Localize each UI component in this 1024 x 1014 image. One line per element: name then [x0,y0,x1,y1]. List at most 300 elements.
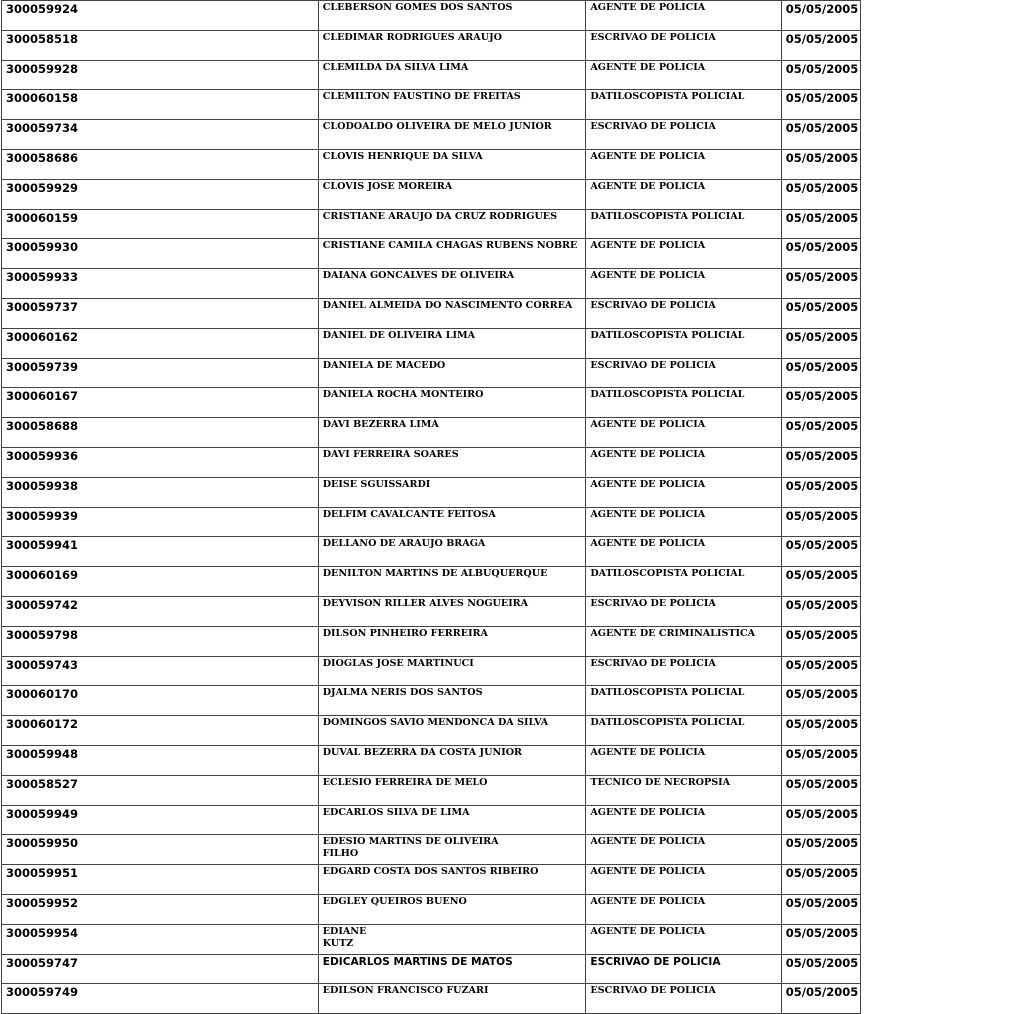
name-cell [318,507,586,537]
role-text: ESCRIVAO DE POLICIA [590,359,716,371]
date-cell [781,596,860,626]
role-text: AGENTE DE POLICIA [590,270,706,282]
name-text: DANIEL DE OLIVEIRA LIMA [322,329,476,341]
registration-id-text: 300060172 [6,717,79,732]
name-text: CLEMILTON FAUSTINO DE FREITAS [322,91,521,103]
role-text: ESCRIVAO DE POLICIA [590,955,721,968]
role-cell [586,954,781,984]
registration-id-text: 300059749 [6,985,79,1000]
registration-id-text: 300059928 [6,61,79,76]
date-text: 05/05/2005 [785,717,859,732]
name-cell [318,656,586,686]
registration-id-text: 300058518 [6,31,79,46]
name-text: DAVI BEZERRA LIMA [322,419,439,431]
role-cell [586,984,781,1014]
registration-id-cell [2,1,319,31]
roster-body [2,1,861,1014]
table-row [2,418,861,448]
registration-id-cell [2,328,319,358]
name-cell [318,775,586,805]
role-cell [586,358,781,388]
role-cell [586,447,781,477]
role-cell [586,120,781,150]
registration-id-cell [2,626,319,656]
name-text: CLEMILDA DA SILVA LIMA [322,61,469,73]
name-text: EDICARLOS MARTINS DE MATOS [322,955,513,968]
name-text: CLOVIS JOSE MOREIRA [322,180,453,192]
registration-id-text: 300059798 [6,627,79,642]
registration-id-cell [2,745,319,775]
role-cell [586,60,781,90]
table-row [2,1,861,31]
name-cell [318,567,586,597]
name-cell [318,120,586,150]
date-text: 05/05/2005 [785,746,859,761]
name-cell [318,894,586,924]
date-text: 05/05/2005 [785,448,859,463]
name-cell [318,477,586,507]
registration-id-cell [2,894,319,924]
role-text: DATILOSCOPISTA POLICIAL [590,717,745,729]
role-text: TECNICO DE NECROPSIA [590,776,731,788]
name-text: CRISTIANE CAMILA CHAGAS RUBENS NOBRE [322,240,578,252]
table-row [2,626,861,656]
date-text: 05/05/2005 [785,657,859,672]
name-text: DILSON PINHEIRO FERREIRA [322,627,488,639]
date-cell [781,805,860,835]
table-row [2,954,861,984]
date-cell [781,835,860,865]
name-text: DEISE SGUISSARDI [322,478,431,490]
role-text: ESCRIVAO DE POLICIA [590,121,716,133]
role-cell [586,805,781,835]
role-text: AGENTE DE POLICIA [590,180,706,192]
role-cell [586,865,781,895]
role-text: AGENTE DE POLICIA [590,478,706,490]
role-text: DATILOSCOPISTA POLICIAL [590,329,745,341]
name-text: DELFIM CAVALCANTE FEITOSA [322,508,496,520]
role-text: AGENTE DE POLICIA [590,150,706,162]
role-text: ESCRIVAO DE POLICIA [590,657,716,669]
table-row [2,239,861,269]
date-text: 05/05/2005 [785,61,859,76]
registration-id-cell [2,835,319,865]
name-cell [318,358,586,388]
registration-id-text: 300059941 [6,538,79,553]
registration-id-text: 300058686 [6,150,79,165]
date-text: 05/05/2005 [785,866,859,881]
registration-id-text: 300058527 [6,776,79,791]
name-text: DANIELA ROCHA MONTEIRO [322,389,484,401]
name-text: DEYVISON RILLER ALVES NOGUEIRA [322,597,529,609]
date-cell [781,537,860,567]
name-cell [318,447,586,477]
role-text: AGENTE DE POLICIA [590,2,706,13]
role-cell [586,567,781,597]
name-cell [318,298,586,328]
role-text: AGENTE DE POLICIA [590,806,706,818]
table-row [2,179,861,209]
name-text: CRISTIANE ARAUJO DA CRUZ RODRIGUES [322,210,558,222]
date-cell [781,894,860,924]
date-text: 05/05/2005 [785,210,859,225]
registration-id-cell [2,567,319,597]
date-text: 05/05/2005 [785,419,859,434]
date-text: 05/05/2005 [785,985,859,1000]
name-cell [318,745,586,775]
table-row [2,120,861,150]
registration-id-cell [2,596,319,626]
name-cell [318,269,586,299]
table-row [2,775,861,805]
date-cell [781,120,860,150]
date-cell [781,477,860,507]
name-cell [318,984,586,1014]
table-row [2,60,861,90]
date-cell [781,567,860,597]
table-row [2,388,861,418]
registration-id-text: 300059739 [6,359,79,374]
date-text: 05/05/2005 [785,91,859,106]
date-cell [781,686,860,716]
date-text: 05/05/2005 [785,270,859,285]
registration-id-cell [2,60,319,90]
role-text: ESCRIVAO DE POLICIA [590,299,716,311]
role-text: DATILOSCOPISTA POLICIAL [590,687,745,699]
registration-id-cell [2,209,319,239]
name-cell [318,537,586,567]
registration-id-text: 300060162 [6,329,79,344]
date-cell [781,716,860,746]
role-cell [586,477,781,507]
registration-id-cell [2,984,319,1014]
date-text: 05/05/2005 [785,836,859,851]
name-cell [318,686,586,716]
name-cell [318,835,586,865]
date-cell [781,388,860,418]
registration-id-cell [2,775,319,805]
registration-id-text: 300059734 [6,121,79,136]
name-cell [318,328,586,358]
role-text: AGENTE DE POLICIA [590,866,706,878]
registration-id-text: 300060167 [6,389,79,404]
date-cell [781,328,860,358]
date-cell [781,865,860,895]
registration-id-text: 300059743 [6,657,79,672]
table-row [2,477,861,507]
role-text: DATILOSCOPISTA POLICIAL [590,91,745,103]
date-text: 05/05/2005 [785,776,859,791]
registration-id-text: 300059936 [6,448,79,463]
registration-id-cell [2,447,319,477]
role-text: AGENTE DE POLICIA [590,895,706,907]
name-cell [318,209,586,239]
date-cell [781,745,860,775]
table-row [2,298,861,328]
table-row [2,447,861,477]
date-text: 05/05/2005 [785,389,859,404]
table-row [2,209,861,239]
registration-id-text: 300059954 [6,925,79,940]
role-text: AGENTE DE POLICIA [590,836,706,848]
name-cell [318,805,586,835]
date-text: 05/05/2005 [785,2,859,16]
role-text: AGENTE DE POLICIA [590,448,706,460]
role-text: DATILOSCOPISTA POLICIAL [590,210,745,222]
name-text: EDGLEY QUEIROS BUENO [322,895,467,907]
registration-id-text: 300059938 [6,478,79,493]
name-text: EDGARD COSTA DOS SANTOS RIBEIRO [322,866,539,878]
name-text: EDILSON FRANCISCO FUZARI [322,985,489,997]
role-text: DATILOSCOPISTA POLICIAL [590,568,745,580]
role-cell [586,626,781,656]
role-cell [586,418,781,448]
date-text: 05/05/2005 [785,806,859,821]
date-text: 05/05/2005 [785,478,859,493]
table-row [2,149,861,179]
role-text: DATILOSCOPISTA POLICIAL [590,389,745,401]
registration-id-text: 300059737 [6,299,79,314]
table-row [2,358,861,388]
name-text: CLEDIMAR RODRIGUES ARAUJO [322,31,502,43]
date-text: 05/05/2005 [785,895,859,910]
role-cell [586,269,781,299]
table-row [2,924,861,954]
role-text: AGENTE DE POLICIA [590,925,706,937]
table-row [2,90,861,120]
name-text: DJALMA NERIS DOS SANTOS [322,687,483,699]
name-text: CLEBERSON GOMES DOS SANTOS [322,2,513,13]
registration-id-text: 300059948 [6,746,79,761]
role-cell [586,894,781,924]
table-row [2,537,861,567]
role-cell [586,239,781,269]
name-text: EDIANE KUTZ [322,925,367,949]
registration-id-cell [2,954,319,984]
name-cell [318,179,586,209]
date-cell [781,90,860,120]
date-text: 05/05/2005 [785,925,859,940]
role-text: AGENTE DE POLICIA [590,538,706,550]
name-text: EDCARLOS SILVA DE LIMA [322,806,470,818]
date-text: 05/05/2005 [785,31,859,46]
registration-id-cell [2,716,319,746]
date-cell [781,149,860,179]
date-cell [781,269,860,299]
registration-id-cell [2,656,319,686]
date-text: 05/05/2005 [785,508,859,523]
date-cell [781,60,860,90]
role-text: AGENTE DE POLICIA [590,61,706,73]
role-text: AGENTE DE POLICIA [590,240,706,252]
registration-id-cell [2,388,319,418]
table-row [2,269,861,299]
date-cell [781,209,860,239]
registration-id-cell [2,477,319,507]
registration-id-cell [2,269,319,299]
date-cell [781,358,860,388]
name-cell [318,149,586,179]
registration-id-cell [2,865,319,895]
name-cell [318,60,586,90]
name-text: DELLANO DE ARAUJO BRAGA [322,538,486,550]
role-cell [586,924,781,954]
table-row [2,805,861,835]
name-text: DIOGLAS JOSE MARTINUCI [322,657,474,669]
date-text: 05/05/2005 [785,538,859,553]
table-row [2,865,861,895]
role-cell [586,209,781,239]
role-cell [586,656,781,686]
name-text: DAIANA GONCALVES DE OLIVEIRA [322,270,515,282]
date-text: 05/05/2005 [785,568,859,583]
registration-id-cell [2,30,319,60]
registration-id-cell [2,805,319,835]
registration-id-text: 300059924 [6,2,79,16]
registration-id-text: 300059950 [6,836,79,851]
name-text: DAVI FERREIRA SOARES [322,448,459,460]
name-text: DUVAL BEZERRA DA COSTA JUNIOR [322,746,523,758]
table-row [2,835,861,865]
table-row [2,745,861,775]
table-row [2,656,861,686]
registration-id-cell [2,358,319,388]
role-text: AGENTE DE POLICIA [590,508,706,520]
role-cell [586,537,781,567]
name-cell [318,954,586,984]
date-cell [781,179,860,209]
date-cell [781,626,860,656]
registration-id-text: 300059933 [6,270,79,285]
date-text: 05/05/2005 [785,627,859,642]
date-text: 05/05/2005 [785,299,859,314]
roster-table [1,0,861,1014]
table-row [2,30,861,60]
name-text: DANIELA DE MACEDO [322,359,446,371]
role-cell [586,775,781,805]
table-row [2,984,861,1014]
registration-id-cell [2,120,319,150]
name-cell [318,418,586,448]
date-text: 05/05/2005 [785,240,859,255]
date-cell [781,507,860,537]
registration-id-cell [2,418,319,448]
date-cell [781,30,860,60]
name-cell [318,1,586,31]
registration-id-cell [2,298,319,328]
name-cell [318,596,586,626]
date-cell [781,775,860,805]
role-cell [586,149,781,179]
registration-id-text: 300060159 [6,210,79,225]
registration-id-text: 300060158 [6,91,79,106]
name-cell [318,30,586,60]
date-cell [781,447,860,477]
registration-id-text: 300059742 [6,597,79,612]
name-cell [318,865,586,895]
registration-id-text: 300059949 [6,806,79,821]
registration-id-text: 300059939 [6,508,79,523]
role-cell [586,328,781,358]
role-text: ESCRIVAO DE POLICIA [590,31,716,43]
table-row [2,328,861,358]
date-text: 05/05/2005 [785,597,859,612]
date-cell [781,984,860,1014]
registration-id-text: 300059951 [6,866,79,881]
date-text: 05/05/2005 [785,687,859,702]
table-row [2,567,861,597]
date-cell [781,924,860,954]
role-cell [586,1,781,31]
date-cell [781,418,860,448]
date-cell [781,1,860,31]
date-cell [781,656,860,686]
role-cell [586,298,781,328]
table-row [2,894,861,924]
registration-id-text: 300058688 [6,419,79,434]
name-cell [318,924,586,954]
registration-id-cell [2,239,319,269]
registration-id-text: 300060170 [6,687,79,702]
name-cell [318,716,586,746]
registration-id-text: 300060169 [6,568,79,583]
registration-id-text: 300059930 [6,240,79,255]
date-text: 05/05/2005 [785,955,859,970]
registration-id-text: 300059747 [6,955,79,970]
date-cell [781,954,860,984]
name-text: ECLESIO FERREIRA DE MELO [322,776,488,788]
name-cell [318,239,586,269]
name-text: DENILTON MARTINS DE ALBUQUERQUE [322,568,548,580]
name-text: EDESIO MARTINS DE OLIVEIRA FILHO [322,836,499,860]
role-cell [586,179,781,209]
table-row [2,686,861,716]
name-text: DANIEL ALMEIDA DO NASCIMENTO CORREA [322,299,573,311]
registration-id-text: 300059952 [6,895,79,910]
role-cell [586,835,781,865]
registration-id-cell [2,507,319,537]
role-text: AGENTE DE CRIMINALISTICA [590,627,756,639]
date-text: 05/05/2005 [785,180,859,195]
role-text: AGENTE DE POLICIA [590,419,706,431]
table-row [2,716,861,746]
name-text: CLOVIS HENRIQUE DA SILVA [322,150,483,162]
name-text: CLODOALDO OLIVEIRA DE MELO JUNIOR [322,121,552,133]
date-text: 05/05/2005 [785,150,859,165]
role-text: ESCRIVAO DE POLICIA [590,597,716,609]
name-text: DOMINGOS SAVIO MENDONCA DA SILVA [322,717,549,729]
name-cell [318,626,586,656]
registration-id-cell [2,537,319,567]
table-row [2,596,861,626]
table-row [2,507,861,537]
role-cell [586,30,781,60]
role-cell [586,745,781,775]
role-text: ESCRIVAO DE POLICIA [590,985,716,997]
date-text: 05/05/2005 [785,329,859,344]
registration-id-cell [2,686,319,716]
role-cell [586,716,781,746]
date-cell [781,239,860,269]
registration-id-text: 300059929 [6,180,79,195]
role-cell [586,507,781,537]
date-cell [781,298,860,328]
name-cell [318,90,586,120]
date-text: 05/05/2005 [785,359,859,374]
registration-id-cell [2,924,319,954]
role-cell [586,596,781,626]
registration-id-cell [2,90,319,120]
